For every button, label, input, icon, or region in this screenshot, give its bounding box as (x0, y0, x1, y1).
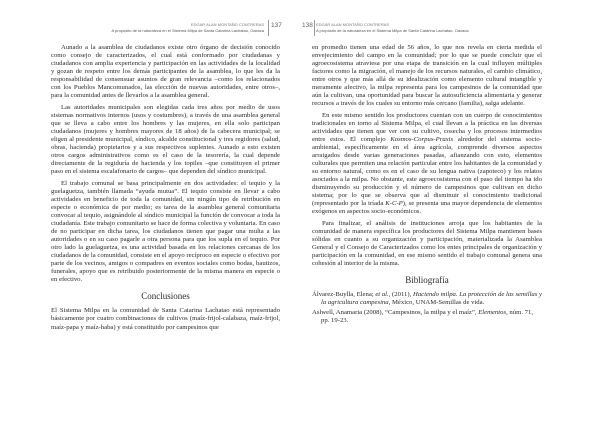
left-header-title: A propósito de la naturaleza en el Sistema Milpa de Santa Catarina Lachatao, Oaxaca (111, 28, 264, 33)
bib2-journal: Elementos (478, 309, 507, 317)
bib-entry-1 (312, 291, 542, 307)
right-header-title: A propósito de la naturaleza en el Sistema Milpa de Santa Catarina Lachatao, Oaxaca (316, 28, 469, 33)
left-paragraph-3: El trabajo comunal se basa principalmente en dos actividades: el tequio y la guelaguetza, también llamada “ayuda mutua”. El tequio consiste en llevar a cabo actividades en beneficio de toda la comunidad, sin ningún tipo de retribución en especie o económica de por medio; es tarea de la asamblea general comunitaria convocar al tequio, asignándole al síndico municipal la función de convocar a toda la ciudadanía. Este trabajo comunitario se hace de forma colectiva y voluntaria. En caso de no participar en dicha tarea, los ciudadanos tienen que pagar una multa a las autoridades o en su caso pagarle a otra persona para que los supla en el tequio. Por otro lado la guelaguetza, es una actividad basada en los relaciones cercanas de los ciudadanos de la comunidad, consiste en el apoyo recíproco en especie o efectivo por parte de los vecinos, amigos o compadres en eventos sociales como bodas, bautizos, funerales, apoyo que es retribuido posteriormente de la misma manera en especie o en efectivo. (51, 180, 280, 284)
bib-entry-2 (312, 309, 542, 325)
left-paragraph-1: Aunado a la asamblea de ciudadanos existe otro órgano de decisión conocido como consejo de caracterizados, el cual está conformado por ciudadanas y ciudadanos con amplia experiencia y participación en las actividades de la localidad y gozan de respeto entre los demás participantes de la asamblea, lo que les da la responsabilidad de consensuar asuntos de gran relevancia –como los relacionados con los Pueblos Mancomunados, las elección de nuevas autoridades, entre otros–, para la comunidad antes de llevarlos a la asamblea general. (51, 44, 280, 100)
bib1-year: , (2011), (388, 291, 413, 299)
bibliography-heading: Bibliografía (405, 275, 449, 286)
right-body-text (312, 44, 542, 326)
bib1-title: Haciendo milpa. La protección de las semillas y la agricultura campesina (321, 291, 543, 307)
right-paragraph-2 (312, 112, 542, 216)
conclusion-paragraph: El Sistema Milpa en la comunidad de Santa Catarina Lachatao está representado básicamente por cuatro combinaciones de cultivos (maíz-frijol-calabaza, maíz-frijol, maíz-papa y maíz-haba) y está constituido por campesinos que (51, 307, 280, 331)
right-page (300, 0, 600, 440)
p2-text-b: alrededor del sistema socio-ambiental, específicamente en el área agrícola, comprende diversos aspectos arraigados desde varias generaciones pasadas, afianzando con esto, elementos culturales que permiten una relación particular entre los habitantes de la comunidad y su entorno natural, como es en el caso de su lengua nativa (zapoteco) y los relatos asociados a la milpa. No obstante, este agroecosistema con el paso del tiempo ha ido disminuyendo su producción y el número de campesinos que cultivan en dicho sistema; por lo que se observa que al disminuir el conocimiento tradicional (representado por la tríada (312, 136, 542, 208)
right-paragraph-3: Para finalizar, el análisis de instituciones arroja que los habitantes de la comunidad de manera específica los productores del Sistema Milpa mantienen bases sólidas en cuanto a su organización y participación, materializada la Asamblea General y el Consejo de Caracterizados como los entes principales de organización y participación en la comunidad, en ese mismo sentido el trabajo comunal genera una cohesión al interior de la misma. (312, 220, 542, 268)
right-page-number: 138 (302, 22, 313, 29)
right-header-rule (314, 20, 315, 36)
p2-italic-kcp: Kosmos-Corpus-Praxis (390, 136, 454, 144)
right-paragraph-1: en promedio tienen una edad de 56 años, lo que nos revela en cierta medida el envejecimiento del campo en la comunidad; por lo que se puede concluir que el agroecosistema atraviesa por una etapa de transición en la cual influyen múltiples factores como la migración, el manejo de los recursos naturales, el cambio climático, entre otros y que más allá de su idealización como elemento cultural intangible y meramente afectivo, la milpa representa para los campesinos de la comunidad que aún la cultivan, una oportunidad para buscar la autosuficiencia alimentaria y generar recursos a través de los cuales su entorno más cercano (familia), salga adelante. (312, 44, 542, 108)
bib1-author: Álvarez-Buylla, Elena; (312, 291, 376, 299)
bib1-etal: et al. (375, 291, 389, 299)
right-running-header (316, 22, 546, 38)
p2-text-a: En este mismo sentido los productores cuentan con un cuerpo de conocimientos tradicionales en torno al Sistema Milpa, el cual llevan a la práctica en las diversas actividades que tienen que ver con su cultivo, cosecha y los procesos intermedios entre estos. El complejo (312, 112, 542, 144)
left-body-text (51, 44, 280, 332)
left-header-author: EDGAR ALAN MONTAÑO CONTRERAS (190, 22, 264, 27)
left-paragraph-2: Las autoridades municipales son elegidas cada tres años por medio de usos sistemas normativos internos (usos y costumbres), a través de una asamblea general que se lleva a cabo entre los hombres y las mujeres, en ella solo participan ciudadanos (mujeres y hombres mayores de 18 años) de la cabecera municipal; se eligen al presidente municipal, síndico, alcalde constitucional y tres regidores (salud, obras, hacienda) propietarios y a sus respectivos suplentes. Aunado a esto existen otros cargos administrativos como es el caso de la tesorería, la cual depende directamente de la regiduría de hacienda y los topiles –que constituyen el primer paso en el sistema escalafonario de cargos– que dependen del síndico municipal. (51, 104, 280, 176)
left-running-header (52, 22, 264, 38)
left-page-number: 137 (271, 22, 282, 29)
left-header-rule (268, 20, 269, 36)
bib1-publisher: , México, UNAM-Semillas de vida. (388, 299, 485, 307)
bib2-pages: , núm. 71, pp. 19-23. (321, 309, 534, 325)
p2-text-c: ), se presenta una mayor dependencia de elementos exógenos en aspectos socio-económicos. (312, 200, 542, 216)
right-header-author: EDGAR ALAN MONTAÑO CONTRERAS (316, 22, 390, 27)
p2-italic-triad: K-C-P (385, 200, 403, 208)
conclusions-heading: Conclusiones (141, 291, 190, 302)
bib2-author: Aslwell, Anamaria (2008), “Campesinos, la milpa y el maíz”, (312, 309, 479, 317)
